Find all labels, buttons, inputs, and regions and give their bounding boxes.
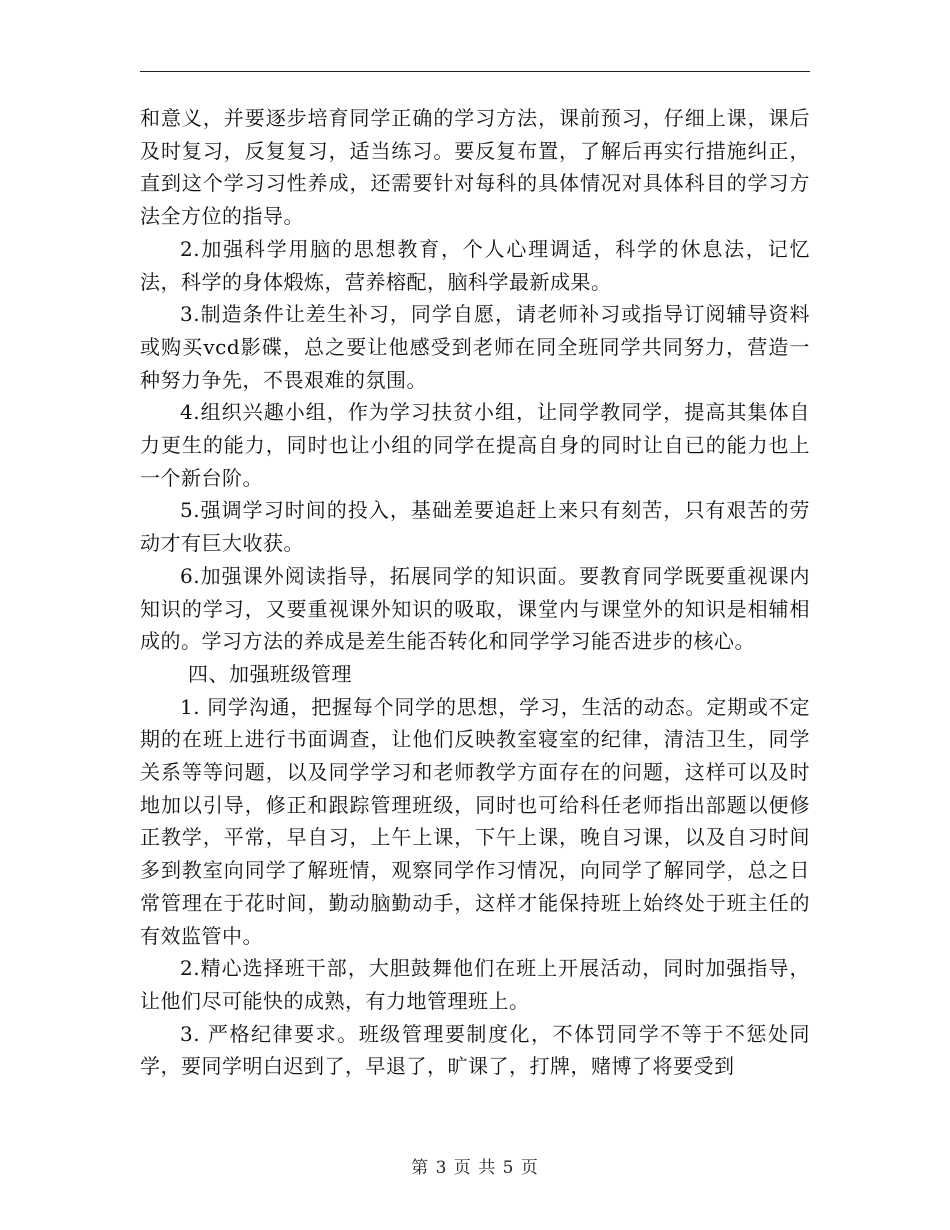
list-item-1: 1. 同学沟通，把握每个同学的思想，学习，生活的动态。定期或不定期的在班上进行书面调查，让他们反映教室寝室的纪律，清洁卫生，同学关系等等问题，以及同学学习和老师教学方面存在的问题，这样可以及时地加以引导，修正和跟踪管理班级，同时也可给科任老师指出部题以便修正教学，平常，早自习，上午上课，下午上课，晚自习课，以及自习时间多到教室向同学了解班情，观察同学作习情况，向同学了解同学，总之日常管理在于花时间，勤动脑勤动手，这样才能保持班上始终处于班主任的有效监管中。 — [140, 694, 810, 948]
paragraph-continuation: 和意义，并要逐步培育同学正确的学习方法，课前预习，仔细上课，课后及时复习，反复复习，适当练习。要反复布置，了解后再实行措施纠正，直到这个学习习性养成，还需要针对每科的具体情况对具体科目的学习方法全方位的指导。 — [140, 106, 810, 229]
list-item-2-management: 2.精心选择班干部，大胆鼓舞他们在班上开展活动，同时加强指导，让他们尽可能快的成熟，有力地管理班上。 — [140, 956, 810, 1013]
list-item-4: 4.组织兴趣小组，作为学习扶贫小组，让同学教同学，提高其集体自力更生的能力，同时也让小组的同学在提高自身的同时让自已的能力也上一个新台阶。 — [140, 400, 810, 490]
document-body — [140, 102, 810, 1083]
section-heading: 四、加强班级管理 — [188, 661, 352, 686]
list-item-3: 3.制造条件让差生补习，同学自愿，请老师补习或指导订阅辅导资料或购买vcd影碟，总之要让他感受到老师在同全班同学共同努力，营造一种努力争先，不畏艰难的氛围。 — [140, 302, 810, 392]
list-item-2: 2.加强科学用脑的思想教育，个人心理调适，科学的休息法，记忆法，科学的身体煅炼，营养榕配，脑科学最新成果。 — [140, 236, 810, 294]
list-item-5: 5.强调学习时间的投入，基础差要追赶上来只有刻苦，只有艰苦的劳动才有巨大收获。 — [140, 498, 810, 556]
list-item-3-management: 3. 严格纪律要求。班级管理要制度化，不体罚同学不等于不惩处同学，要同学明白迟到了，早退了，旷课了，打牌，赌博了将要受到 — [140, 1021, 810, 1079]
page-number: 第 3 页 共 5 页 — [411, 1158, 539, 1178]
list-item-6: 6.加强课外阅读指导，拓展同学的知识面。要教育同学既要重视课内知识的学习，又要重视课外知识的吸取，课堂内与课堂外的知识是相辅相成的。学习方法的养成是差生能否转化和同学学习能否进步的核心。 — [140, 563, 810, 654]
header-rule — [140, 71, 810, 72]
